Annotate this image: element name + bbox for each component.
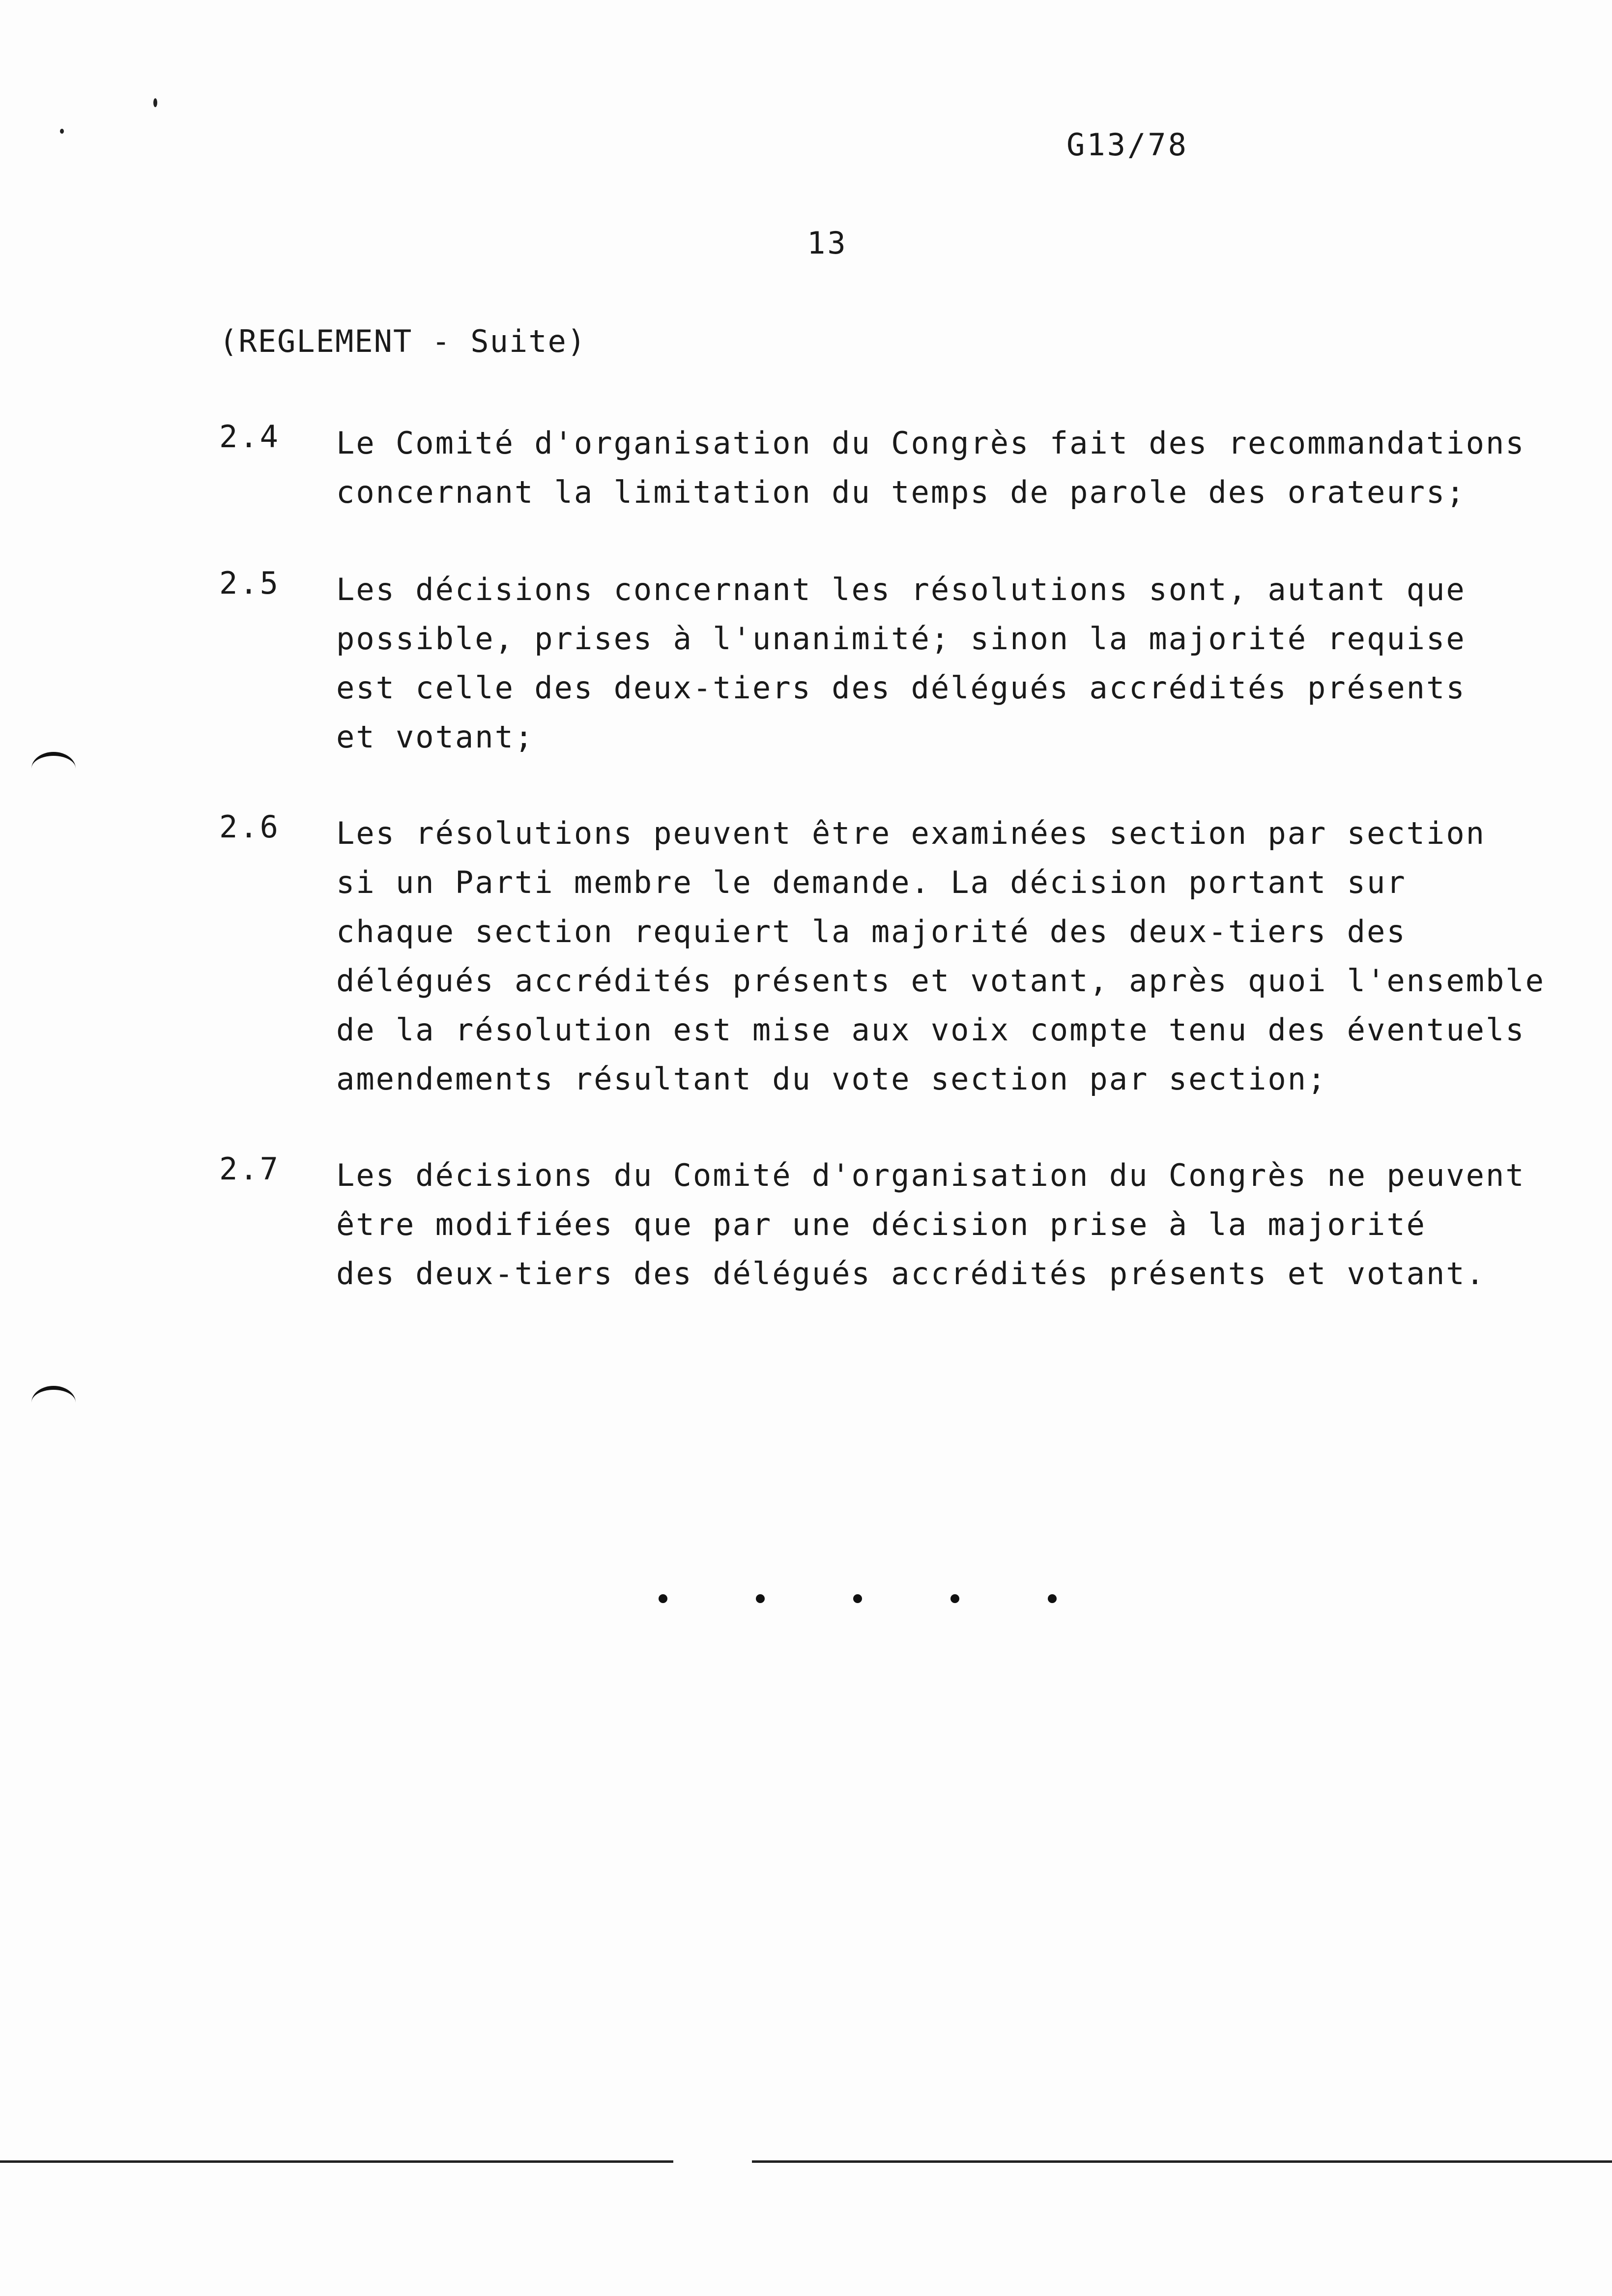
page-number: 13 xyxy=(807,225,848,261)
clause-number: 2.5 xyxy=(219,565,280,601)
separator-dot xyxy=(756,1594,765,1603)
clause-text: Les décisions concernant les résolutions sont, autant que possible, prises à l'unanimité; sinon la majorité requise est celle des deux-tiers des délégués accrédités présents et votant; xyxy=(336,572,1466,755)
end-separator xyxy=(649,1588,1091,1608)
punch-hole-mark xyxy=(31,752,76,785)
punch-hole-mark xyxy=(31,1386,76,1419)
scan-speck xyxy=(60,129,64,134)
separator-dot xyxy=(950,1594,959,1603)
clause-number: 2.6 xyxy=(219,809,280,845)
separator-dot xyxy=(1048,1594,1057,1603)
bottom-rule-gap xyxy=(673,2160,752,2163)
bottom-rule xyxy=(0,2160,1612,2163)
section-heading: (REGLEMENT - Suite) xyxy=(219,323,587,359)
clause-number: 2.7 xyxy=(219,1151,280,1187)
clause-text: Les décisions du Comité d'organisation du Congrès ne peuvent être modifiées que par une décision prise à la majorité des deux-tiers des délégués accrédités présents et votant. xyxy=(336,1157,1526,1292)
separator-dot xyxy=(659,1594,667,1603)
scan-speck xyxy=(153,98,157,107)
separator-dot xyxy=(853,1594,862,1603)
clause-text: Le Comité d'organisation du Congrès fait des recommandations concernant la limitation du temps de parole des orateurs; xyxy=(336,425,1526,510)
clause-number: 2.4 xyxy=(219,419,280,455)
clause-text: Les résolutions peuvent être examinées section par section si un Parti membre le demande. La décision portant sur chaque section requiert la majorité des deux-tiers des délégués accrédités présents et votant, après quoi l'ensemble de la résolution est mise aux voix compte tenu des éventuels amendements résultant du vote section par section; xyxy=(336,815,1545,1097)
document-reference: G13/78 xyxy=(1066,127,1188,163)
